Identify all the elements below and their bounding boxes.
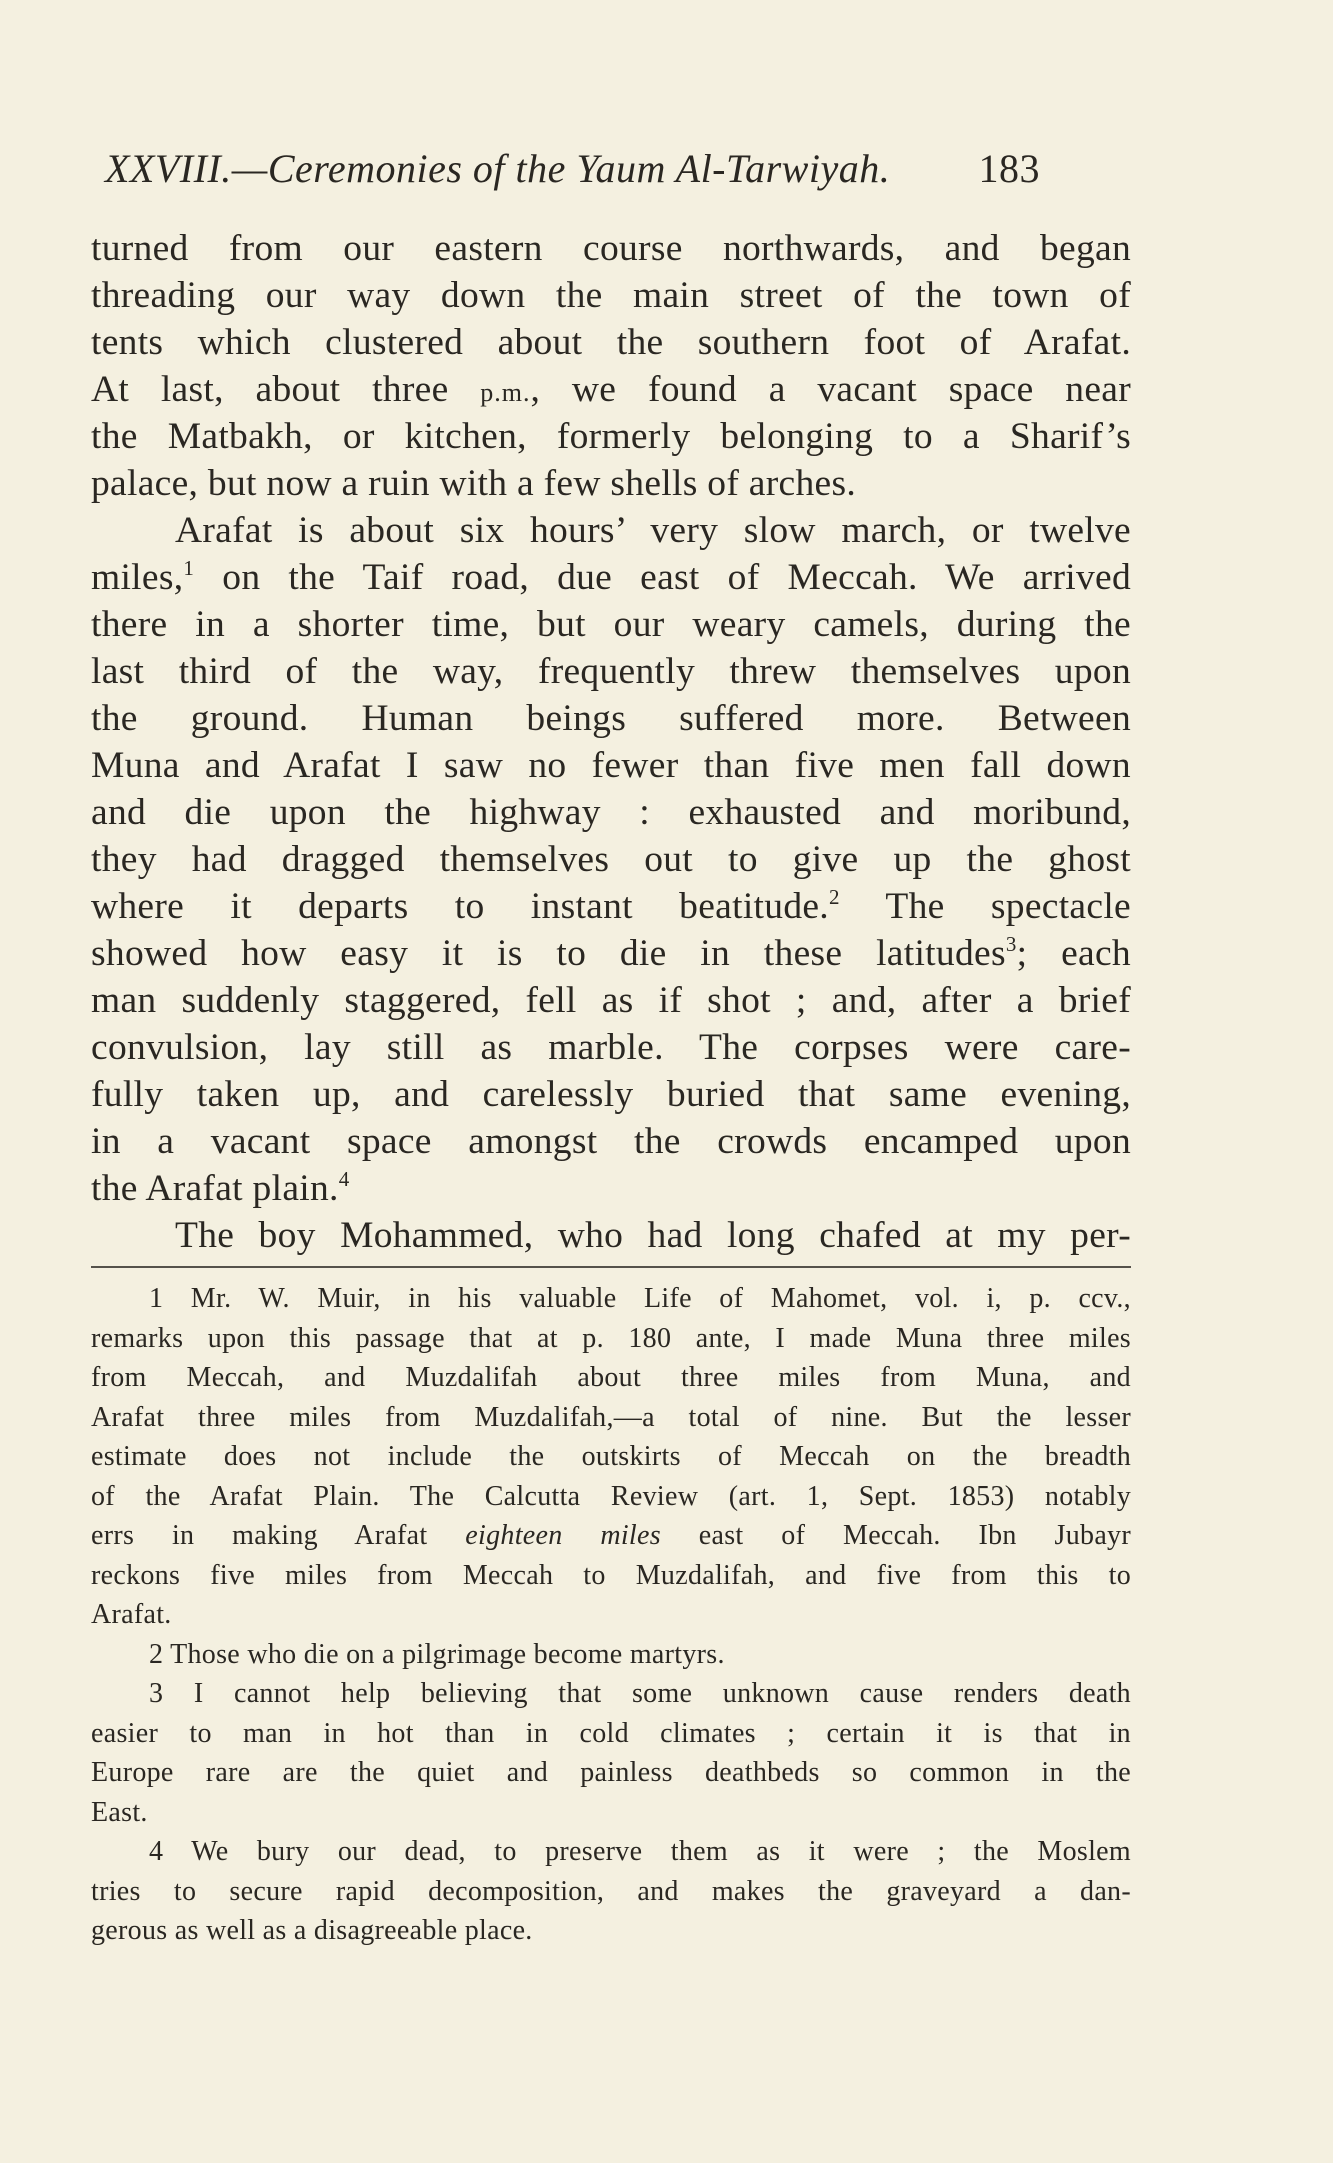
body-line: The boy Mohammed, who had long chafed at my per- xyxy=(175,1215,1131,1256)
body-line: convulsion, lay still as marble. The corpses were care- xyxy=(91,1027,1131,1068)
footnote-line: Europe rare are the quiet and painless deathbeds so common in the xyxy=(91,1757,1131,1788)
footnote-line: easier to man in hot than in cold climates ; certain it is that in xyxy=(91,1717,1131,1749)
footnotes xyxy=(91,1279,1131,1951)
footnote-line: tries to secure rapid decomposition, and makes the graveyard a dan- xyxy=(91,1875,1131,1907)
footnote-line: 1 Mr. W. Muir, in his valuable Life of Mahomet, vol. i, p. ccv., xyxy=(149,1283,1131,1314)
footnote-line: reckons five miles from Meccah to Muzdalifah, and five from this to xyxy=(91,1559,1131,1591)
footnote-line: East. xyxy=(91,1796,148,1828)
footnote-line: gerous as well as a disagreeable place. xyxy=(91,1915,533,1946)
body-line xyxy=(91,930,1131,977)
footnote-ref: 3 xyxy=(1005,932,1017,956)
body-line xyxy=(91,366,1131,413)
footnote-line: of the Arafat Plain. The Calcutta Review (art. 1, Sept. 1853) notably xyxy=(91,1480,1131,1512)
body-line-text: the Arafat plain. xyxy=(91,1168,339,1209)
chapter-title: XXVIII.—Ceremonies of the Yaum Al-Tarwiyah. xyxy=(105,146,891,191)
body-line-text: The spectacle xyxy=(839,886,1131,927)
footnote-4 xyxy=(91,1832,1131,1951)
body-line: man suddenly staggered, fell as if shot ; and, after a brief xyxy=(91,980,1131,1021)
footnote-ref: 1 xyxy=(183,556,195,580)
body-line: turned from our eastern course northwards, and began xyxy=(91,228,1131,269)
body-line: and die upon the highway : exhausted and moribund, xyxy=(91,792,1131,833)
body-line-text: , we found a vacant space near xyxy=(530,369,1132,410)
footnote-ref: 4 xyxy=(338,1167,350,1191)
footnote-line: estimate does not include the outskirts of Meccah on the breadth xyxy=(91,1441,1131,1472)
footnote-rule xyxy=(91,1266,1131,1268)
footnote-line-text: errs in making Arafat xyxy=(91,1520,466,1551)
body-line: tents which clustered about the southern foot of Arafat. xyxy=(91,322,1131,363)
body-line: threading our way down the main street of the town of xyxy=(91,275,1131,316)
body-line: palace, but now a ruin with a few shells of arches. xyxy=(91,463,857,504)
running-head xyxy=(105,145,1040,195)
footnote-line: 3 I cannot help believing that some unknown cause renders death xyxy=(149,1678,1131,1709)
body-line: they had dragged themselves out to give up the ghost xyxy=(91,839,1131,880)
footnote-line: Arafat. xyxy=(91,1599,172,1630)
page-number: 183 xyxy=(978,146,1040,191)
body-line: Arafat is about six hours’ very slow march, or twelve xyxy=(175,510,1131,551)
body-line: last third of the way, frequently threw themselves upon xyxy=(91,651,1131,692)
footnote-line xyxy=(91,1516,1131,1556)
body-line xyxy=(91,883,1131,930)
body-line xyxy=(91,1165,1131,1212)
footnote-line: remarks upon this passage that at p. 180 ante, I made Muna three miles xyxy=(91,1322,1131,1354)
body-text xyxy=(91,225,1131,1259)
footnote-line: from Meccah, and Muzdalifah about three miles from Muna, and xyxy=(91,1362,1131,1393)
body-line: Muna and Arafat I saw no fewer than five men fall down xyxy=(91,745,1131,786)
body-line: the ground. Human beings suffered more. Between xyxy=(91,698,1131,739)
footnote-line: 4 We bury our dead, to preserve them as it were ; the Moslem xyxy=(149,1836,1131,1867)
footnote-3 xyxy=(91,1674,1131,1832)
body-line-text: At last, about three xyxy=(91,369,481,410)
footnote-italic: eighteen miles xyxy=(465,1520,661,1551)
smallcaps-time: p.m. xyxy=(480,378,531,407)
body-line xyxy=(91,554,1131,601)
body-line-text: on the Taif road, due east of Meccah. We arrived xyxy=(194,557,1131,598)
footnote-line: 2 Those who die on a pilgrimage become martyrs. xyxy=(149,1638,725,1670)
footnote-line: Arafat three miles from Muzdalifah,—a total of nine. But the lesser xyxy=(91,1401,1131,1433)
footnote-ref: 2 xyxy=(829,885,840,909)
footnote-2 xyxy=(91,1635,1131,1675)
body-line: in a vacant space amongst the crowds encamped upon xyxy=(91,1121,1131,1162)
body-line-text: where it departs to instant beatitude. xyxy=(91,886,829,927)
footnote-1 xyxy=(91,1279,1131,1635)
body-line-text: ; each xyxy=(1016,933,1131,974)
body-line-text: miles, xyxy=(91,557,184,598)
body-line: the Matbakh, or kitchen, formerly belonging to a Sharif’s xyxy=(91,416,1131,457)
body-line: fully taken up, and carelessly buried that same evening, xyxy=(91,1074,1131,1115)
footnote-line-text: east of Meccah. Ibn Jubayr xyxy=(660,1520,1131,1551)
body-line: there in a shorter time, but our weary camels, during the xyxy=(91,604,1131,645)
body-line-text: showed how easy it is to die in these latitudes xyxy=(91,933,1006,974)
